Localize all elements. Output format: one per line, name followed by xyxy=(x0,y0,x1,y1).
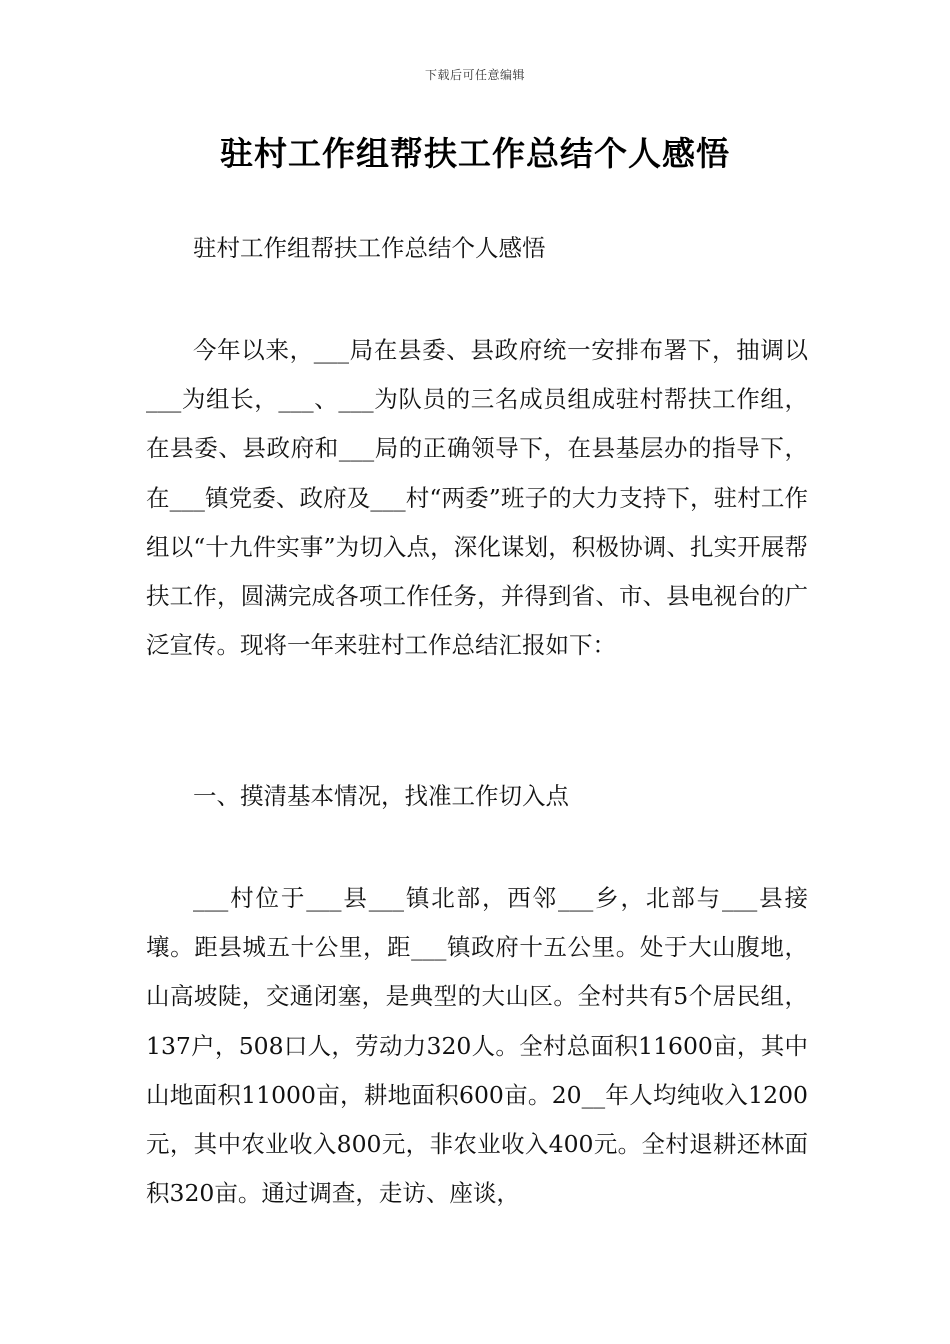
paragraph-village: ___村位于___县___镇北部，西邻___乡，北部与___县接壤。距县城五十公里，距___镇政府十五公里。处于大山腹地，山高坡陡，交通闭塞，是典型的大山区。全村共有5个居民组，137户，508口人，劳动力320人。全村总面积11600亩，其中山地面积11000亩，耕地面积600亩。20__年人均纯收入1200元，其中农业收入800元，非农业收入400元。全村退耕还林面积320亩。通过调查，走访、座谈， xyxy=(146,884,808,1208)
paragraph-intro: 今年以来，___局在县委、县政府统一安排布署下，抽调以___为组长，___、___为队员的三名成员组成驻村帮扶工作组，在县委、县政府和___局的正确领导下，在县基层办的指导下，在___镇党委、政府及___村“两委”班子的大力支持下，驻村工作组以“十九件实事”为切入点，深化谋划，积极协调、扎实开展帮扶工作，圆满完成各项工作任务，并得到省、市、县电视台的广泛宣传。现将一年来驻村工作总结汇报如下： xyxy=(146,336,808,660)
header-note: 下载后可任意编辑 xyxy=(424,68,525,82)
document-title: 驻村工作组帮扶工作总结个人感悟 xyxy=(220,134,730,173)
document-subtitle: 驻村工作组帮扶工作总结个人感悟 xyxy=(193,234,546,262)
section-heading-1: 一、摸清基本情况，找准工作切入点 xyxy=(193,782,569,810)
